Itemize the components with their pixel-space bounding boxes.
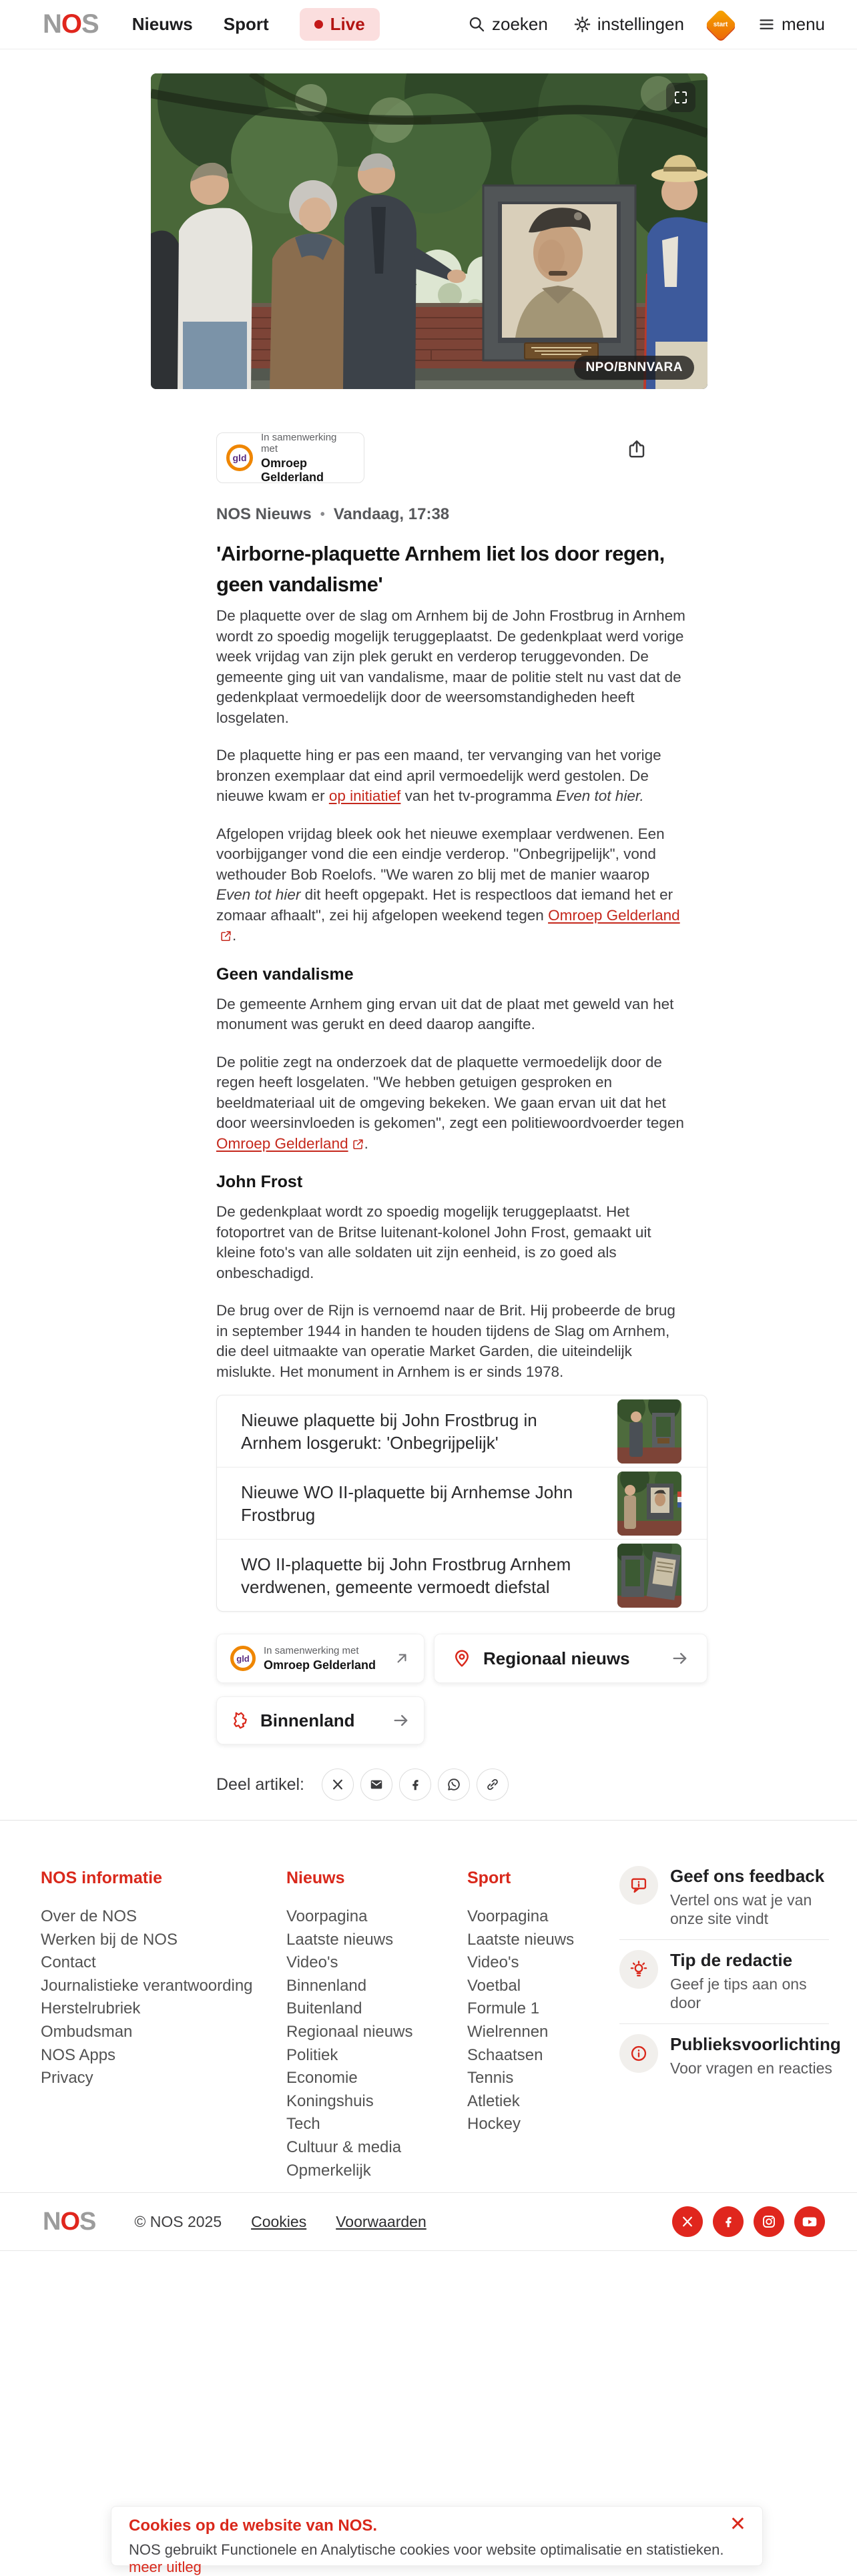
paragraph-text: dit heeft opgepakt. Het is respectloos dat iemand het er zomaar afhaalt", zei hij afgelopen weekend tegen [216,886,673,924]
facebook-icon[interactable] [713,2206,744,2237]
footer-link[interactable]: Voorpagina [467,1907,549,1925]
article-paragraph [216,1202,687,1283]
article-paragraph [216,824,687,946]
footer-column-heading[interactable]: NOS informatie [41,1869,162,1887]
cookie-banner [111,2506,763,2575]
related-article-row[interactable] [217,1467,707,1539]
footer-link[interactable]: Werken bij de NOS [41,1930,178,1949]
footer-link[interactable]: Ombudsman [41,2022,133,2041]
italic-text: Even tot hier. [556,787,644,804]
netherlands-map-icon [230,1710,250,1730]
footer-column-nieuws [286,1869,412,2182]
paragraph-text: De plaquette hing er pas een maand, ter vervanging van het vorige bronzen exemplaar dat eind april vermoedelijk werd gestolen. De nieuwe kwam er [216,747,661,804]
meta-separator: • [320,507,325,522]
footer-link[interactable]: Laatste nieuws [286,1930,394,1949]
feedback-card[interactable] [619,1866,829,1939]
cookie-banner-title: Cookies op de website van NOS. [129,2517,378,2535]
paragraph-text: . [364,1135,368,1152]
article-paragraph [216,1301,687,1382]
related-articles-card [216,1395,707,1612]
close-icon[interactable]: ✕ [729,2513,746,2535]
article-paragraph [216,994,687,1035]
menu-button[interactable]: menu [758,14,825,35]
youtube-icon[interactable] [794,2206,825,2237]
feedback-bubble-icon [619,1866,658,1905]
arrow-right-icon [392,1711,410,1730]
footer-link[interactable]: Tennis [467,2069,514,2087]
footer-feedback-cards [619,1866,841,2089]
thumbnail-portrait-plaque [617,1472,681,1536]
arrow-up-right-icon [393,1650,410,1667]
article-source: NOS Nieuws [216,505,312,523]
arrow-right-icon [671,1649,689,1668]
footer-link[interactable]: Hockey [467,2115,521,2134]
feedback-card-subtitle: Voor vragen en reacties [670,2059,832,2077]
feedback-card-subtitle: Vertel ons wat je van onze site vindt [670,1891,812,1927]
hamburger-icon [758,15,776,33]
footer-divider [0,1820,857,1821]
footer-link[interactable]: Wielrennen [467,2022,549,2041]
nav-nieuws[interactable]: Nieuws [131,14,193,34]
instagram-icon[interactable] [754,2206,784,2237]
x-icon[interactable] [322,1768,354,1801]
settings-button[interactable]: instellingen [573,14,684,35]
link-icon[interactable] [477,1768,509,1801]
italic-text: Even tot hier [216,886,301,903]
binnenland-card[interactable] [216,1696,424,1744]
cookie-more-info-link[interactable]: meer uitleg [129,2559,202,2575]
npo-start-icon: start [705,8,737,40]
x-icon[interactable] [672,2206,703,2237]
paragraph-text: De politie zegt na onderzoek dat de plaquette vermoedelijk door de regen heeft losgelaten. "We hebben getuigen gesproken en beeldmateriaal uit de omgeving bekeken. We gaan ervan uit dat het door weersinvloeden is gekomen", zegt een politiewoordvoerder tegen [216,1053,684,1131]
email-icon[interactable] [360,1768,392,1801]
header-actions [468,13,825,36]
footer-link[interactable]: Koningshuis [286,2091,374,2110]
partner-link-card[interactable] [216,1634,424,1683]
thumbnail-empty-monument [617,1544,681,1608]
feedback-card-title: Tip de redactie [670,1950,793,1970]
related-article-row[interactable] [217,1539,707,1611]
article-paragraph [216,745,687,807]
article-meta [216,505,449,524]
footer-link[interactable]: Privacy [41,2069,93,2087]
article-hero-image [151,73,707,389]
footer-link[interactable]: Regionaal nieuws [286,2022,413,2041]
section-heading: John Frost [216,1173,303,1191]
footer-link[interactable]: Atletiek [467,2091,520,2110]
related-article-title: Nieuwe WO II-plaquette bij Arnhemse John Frostbrug [241,1482,573,1525]
footer-link[interactable]: Economie [286,2069,358,2087]
info-icon [619,2034,658,2073]
footer-link[interactable]: Opmerkelijk [286,2161,371,2180]
article-title: 'Airborne-plaquette Arnhem liet los door regen, geen vandalisme' [216,541,665,596]
footer-link[interactable]: Voorpagina [286,1907,368,1925]
footer-link[interactable]: Voetbal [467,1976,521,1995]
social-links [672,2206,825,2237]
footer-link[interactable]: Buitenland [286,1999,362,2018]
share-icons [322,1768,509,1801]
location-pin-icon [452,1648,472,1668]
main-nav [132,8,380,41]
footer-link[interactable]: Contact [41,1953,96,1972]
thumbnail-man-at-monument [617,1399,681,1464]
footer-link[interactable]: Herstelrubriek [41,1999,141,2018]
external-link-icon [352,1138,364,1151]
share-row-label: Deel artikel: [216,1775,304,1794]
footer-link[interactable]: Video's [467,1953,519,1972]
paragraph-text: . [232,927,237,944]
related-article-row[interactable] [217,1395,707,1467]
fullscreen-button[interactable] [666,83,695,112]
omroep-gelderland-logo-icon: gld [226,444,253,471]
paragraph-text: Afgelopen vrijdag bleek ook het nieuwe exemplaar verdwenen. Een voorbijganger vond die een eindje verderop. "Onbegrijpelijk", vond wethouder Bob Roelofs. "We waren zo blij met de manier waarop [216,825,665,883]
search-icon [468,15,486,33]
nav-sport[interactable]: Sport [223,14,269,34]
npo-start-button[interactable] [709,13,732,36]
footer-link[interactable]: Binnenland [286,1976,367,1995]
inline-link[interactable]: Omroep Gelderland [548,906,680,924]
section-heading: Geen vandalisme [216,964,354,984]
feedback-card-subtitle: Geef je tips aan ons door [670,1975,807,2011]
article-timestamp: Vandaag, 17:38 [333,505,450,523]
paragraph-text: De brug over de Rijn is vernoemd naar de Brit. Hij probeerde de brug in september 1944 in handen te houden tijdens de Slag om Arnhem, die deel uitmaakte van operatie Market Garden, die uiteindelijk mislukte. Het monument in Arnhem is er sinds 1978. [216,1302,675,1380]
footer-column-nos-informatie [41,1869,253,2090]
site-header [0,0,857,49]
gear-icon [573,15,591,33]
nav-live[interactable]: Live [300,8,380,41]
feedback-card[interactable] [619,1939,829,2023]
external-link-icon [220,930,232,942]
footer-column-heading[interactable]: Nieuws [286,1869,345,1887]
paragraph-text: De gedenkplaat wordt zo spoedig mogelijk teruggeplaatst. Het fotoportret van de Britse luitenant-kolonel John Frost, gemaakt uit kleine foto's van alle soldaten uit zijn eenheid, is zo goed als onbeschadigd. [216,1203,651,1281]
footer-link[interactable]: Formule 1 [467,1999,540,2018]
copyright-text: © NOS 2025 [134,2212,222,2230]
hero-photo-illustration [151,73,707,389]
footer-link[interactable]: NOS Apps [41,2045,116,2064]
footer-link[interactable]: Journalistieke verantwoording [41,1976,253,1995]
bottom-bar [0,2192,857,2251]
search-button[interactable]: zoeken [468,14,548,35]
paragraph-text: De gemeente Arnhem ging ervan uit dat de plaat met geweld van het monument was gerukt en deed daarop aangifte. [216,995,674,1032]
facebook-icon[interactable] [399,1768,431,1801]
nos-logo[interactable]: N O S [43,9,99,39]
related-article-title: Nieuwe plaquette bij John Frostbrug in Arnhem losgerukt: 'Onbegrijpelijk' [241,1409,537,1453]
fullscreen-icon [673,89,689,105]
footer-link[interactable]: Schaatsen [467,2045,543,2064]
voorwaarden-link[interactable]: Voorwaarden [336,2212,426,2230]
article-paragraph [216,1052,687,1155]
cookie-banner-text: NOS gebruikt Functionele en Analytische cookies voor website optimalisatie en statistieken. meer uitleg [129,2541,724,2575]
article-body [216,606,687,1399]
footer-link[interactable]: Cultuur & media [286,2138,402,2156]
regionaal-card-label: Regionaal nieuws [483,1648,630,1668]
paragraph-text: De plaquette over de slag om Arnhem bij de John Frostbrug in Arnhem wordt zo spoedig mogelijk teruggeplaatst. De gedenkplaat werd vorige week vrijdag van zijn plek gerukt en verderop teruggevonden. De gemeente ging uit van vandalisme, maar de politie stelt nu vast dat de gedenkplaat vermoedelijk door de weersomstandigheden heeft losgelaten. [216,607,685,726]
live-dot-icon [314,20,323,29]
article-paragraph [216,606,687,728]
image-credit-badge: NPO/BNNVARA [574,356,694,380]
footer-column-sport [467,1869,574,2136]
partner-badge[interactable] [216,432,364,483]
related-article-title: WO II-plaquette bij John Frostbrug Arnhem verdwenen, gemeente vermoedt diefstal [241,1554,571,1597]
omroep-gelderland-logo-icon: gld [230,1646,256,1671]
footer-column-heading[interactable]: Sport [467,1869,511,1887]
footer-link[interactable]: Politiek [286,2045,338,2064]
partner-badge-small-text: In samenwerking met [261,431,337,454]
footer-link[interactable]: Laatste nieuws [467,1930,575,1949]
partner-card-small-text: In samenwerking met [264,1644,359,1656]
inline-link[interactable]: Omroep Gelderland [216,1135,348,1152]
tip-lightbulb-icon [619,1950,658,1989]
partner-badge-name: Omroep Gelderland [261,456,324,484]
binnenland-card-label: Binnenland [260,1710,355,1730]
inline-link[interactable]: op initiatief [328,787,401,804]
footer-link[interactable]: Video's [286,1953,338,1972]
nos-logo[interactable]: N O S [43,2207,96,2236]
footer-link[interactable]: Over de NOS [41,1907,137,1925]
regionaal-nieuws-card[interactable] [434,1634,707,1683]
paragraph-text: van het tv-programma [400,787,556,804]
feedback-card[interactable] [619,2023,841,2089]
cookies-link[interactable]: Cookies [251,2212,307,2230]
share-article-row [216,1768,509,1801]
feedback-card-title: Publieksvoorlichting [670,2034,841,2054]
footer-link[interactable]: Tech [286,2115,320,2134]
feedback-card-title: Geef ons feedback [670,1866,825,1886]
partner-card-name: Omroep Gelderland [264,1658,376,1672]
whatsapp-icon[interactable] [438,1768,470,1801]
share-icon [627,439,647,459]
share-article-button[interactable] [621,434,652,464]
